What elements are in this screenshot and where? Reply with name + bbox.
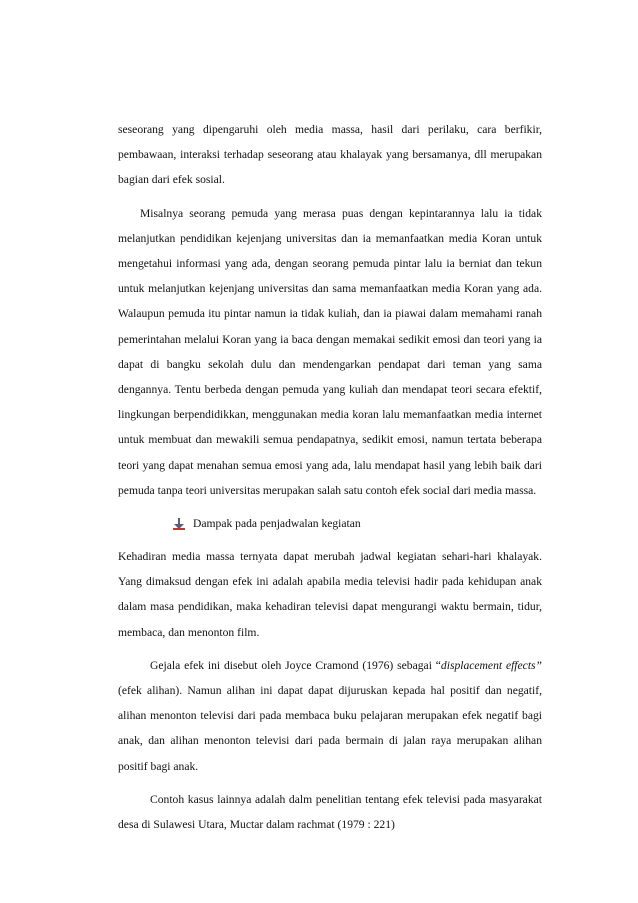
paragraph-gap [118,503,542,511]
paragraph-gap [118,645,542,653]
paragraph-example-youth: Misalnya seorang pemuda yang merasa puas dengan kepintarannya lalu ia tidak melanjutkan pendidikan kejenjang universitas dan ia memanfaatkan media Koran untuk mengetahui informasi yang ada, dengan seorang pemuda pintar lalu ia berniat dan tekun untuk melanjutkan kejenjang universitas dan sama memanfaatkan media Koran yang ada. Walaupun pemuda itu pintar namun ia tidak kuliah, dan ia piawai dalam memahami ranah pemerintahan melalui Koran yang ia baca dengan memakai sedikit emosi dan teori yang ia dapat di bangku sekolah dulu dan mendengarkan pendapat dari teman yang sama dengannya. Tentu berbeda dengan pemuda yang kuliah dan mendapat teori secara efektif, lingkungan berpendidikkan, menggunakan media koran lalu memanfaatkan media internet untuk membuat dan mewakili semua pendapatnya, sedikit emosi, namun tertata beberapa teori yang dapat menahan semua emosi yang ada, lalu mendapat hasil yang lebih baik dari pemuda tanpa teori universitas merupakan salah satu contoh efek social dari media massa. [118,206,542,497]
paragraph-media-schedule: Kehadiran media massa ternyata dapat merubah jadwal kegiatan sehari-hari khalayak. Yang dimaksud dengan efek ini adalah apabila media televisi hadir pada kehidupan anak dalam masa pendidikan, maka kehadiran televisi dapat mengurangi waktu bermain, tidur, membaca, dan menonton film. [118,550,542,639]
paragraph-text-after: (efek alihan). Namun alihan ini dapat dapat dijuruskan kepada hal positif dan negatif, alihan menonton televisi dari pada membaca buku pelajaran merupakan efek negatif bagi anak, dan alihan menonton televisi dari pada bermain di jalan raya merupakan alihan positif bagi anak. [118,684,542,773]
paragraph-text-before: Gejala efek ini disebut oleh Joyce Cramond (1976) sebagai “ [150,658,441,672]
paragraph-displacement-effects [118,653,542,779]
bullet-item [173,511,542,536]
paragraph-text-italic: displacement effects” [440,658,543,672]
paragraph-gap [118,779,542,787]
paragraph-gap [118,193,542,201]
paragraph-case-example: Contoh kasus lainnya adalah dalm penelitian tentang efek televisi pada masyarakat desa di Sulawesi Utara, Muctar dalam rachmat (1979 : 221) [118,792,542,832]
paragraph-gap [118,536,542,544]
bullet-label: Dampak pada penjadwalan kegiatan [193,516,361,530]
document-page [118,117,542,837]
paragraph-social-effect: seseorang yang dipengaruhi oleh media massa, hasil dari perilaku, cara berfikir, pembawaan, interaksi terhadap seseorang atau khalayak yang bersamanya, dll merupakan bagian dari efek sosial. [118,123,542,187]
arrow-bullet-icon [173,518,185,530]
